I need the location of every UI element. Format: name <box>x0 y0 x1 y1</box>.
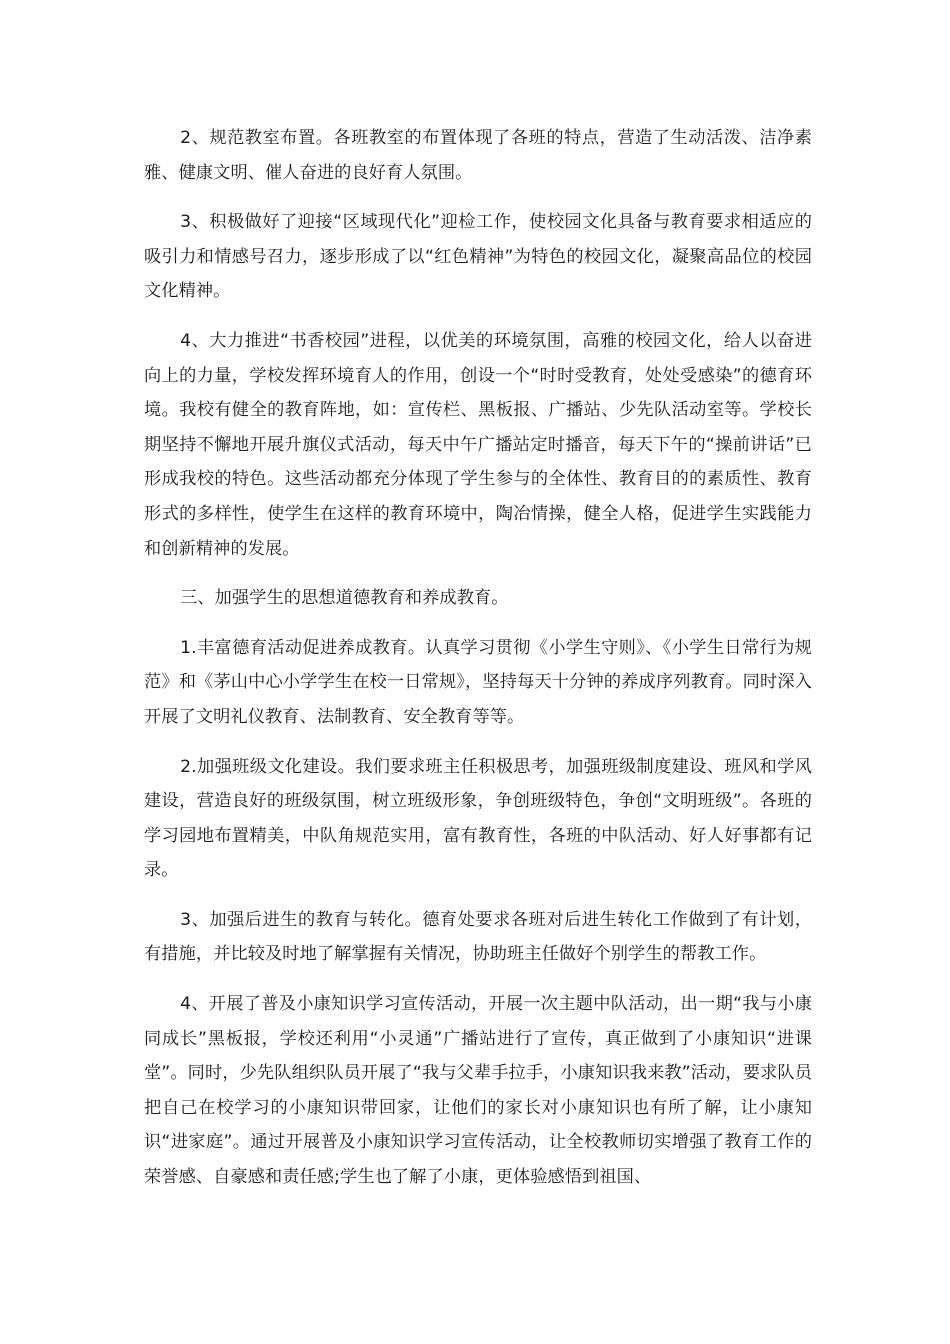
paragraph-scholarly-campus: 4、大力推进“书香校园”进程，以优美的环境氛围，高雅的校园文化，给人以奋进向上的力量，学校发挥环境育人的作用，创设一个“时时受教育，处处受感染”的德育环境。我校有健全的教育阵地，如：宣传栏、黑板报、广播站、少先队活动室等。学校长期坚持不懈地开展升旗仪式活动，每天中午广播站定时播音，每天下午的“操前讲话”已形成我校的特色。这些活动都充分体现了学生参与的全体性、教育目的的素质性、教育形式的多样性，使学生在这样的教育环境中，陶冶情操，健全人格，促进学生实践能力和创新精神的发展。 <box>144 330 812 559</box>
document-page <box>144 121 812 1210</box>
paragraph-class-culture: 2.加强班级文化建设。我们要求班主任积极思考，加强班级制度建设、班风和学风建设，营造良好的班级氛围，树立班级形象，争创班级特色，争创“文明班级”。各班的学习园地布置精美，中队角规范实用，富有教育性，各班的中队活动、好人好事都有记录。 <box>144 756 812 881</box>
paragraph-moral-activities: 1.丰富德育活动促进养成教育。认真学习贯彻《小学生守则》、《小学生日常行为规范》和《茅山中心小学学生在校一日常规》，坚持每天十分钟的养成序列教育。同时深入开展了文明礼仪教育、法制教育、安全教育等等。 <box>144 637 812 727</box>
section-heading-moral-education: 三、加强学生的思想道德教育和养成教育。 <box>180 588 509 609</box>
paragraph-modernization-inspection: 3、积极做好了迎接“区域现代化”迎检工作，使校园文化具备与教育要求相适应的吸引力和情感号召力，逐步形成了以“红色精神”为特色的校园文化，凝聚高品位的校园文化精神。 <box>144 212 812 302</box>
paragraph-xiaokang-knowledge: 4、开展了普及小康知识学习宣传活动，开展一次主题中队活动，出一期“我与小康同成长”黑板报，学校还利用“小灵通”广播站进行了宣传，真正做到了小康知识“进课堂”。同时，少先队组织队员开展了“我与父辈手拉手，小康知识我来教”活动，要求队员把自己在校学习的小康知识带回家，让他们的家长对小康知识也有所了解，让小康知识“进家庭”。通过开展普及小康知识学习宣传活动，让全校教师切实增强了教育工作的荣誉感、自豪感和责任感;学生也了解了小康，更体验感悟到祖国、 <box>144 994 812 1188</box>
paragraph-classroom-layout: 2、规范教室布置。各班教室的布置体现了各班的特点，营造了生动活泼、洁净素雅、健康文明、催人奋进的良好育人氛围。 <box>144 128 812 183</box>
paragraph-struggling-students: 3、加强后进生的教育与转化。德育处要求各班对后进生转化工作做到了有计划，有措施，并比较及时地了解掌握有关情况，协助班主任做好个别学生的帮教工作。 <box>144 909 812 965</box>
